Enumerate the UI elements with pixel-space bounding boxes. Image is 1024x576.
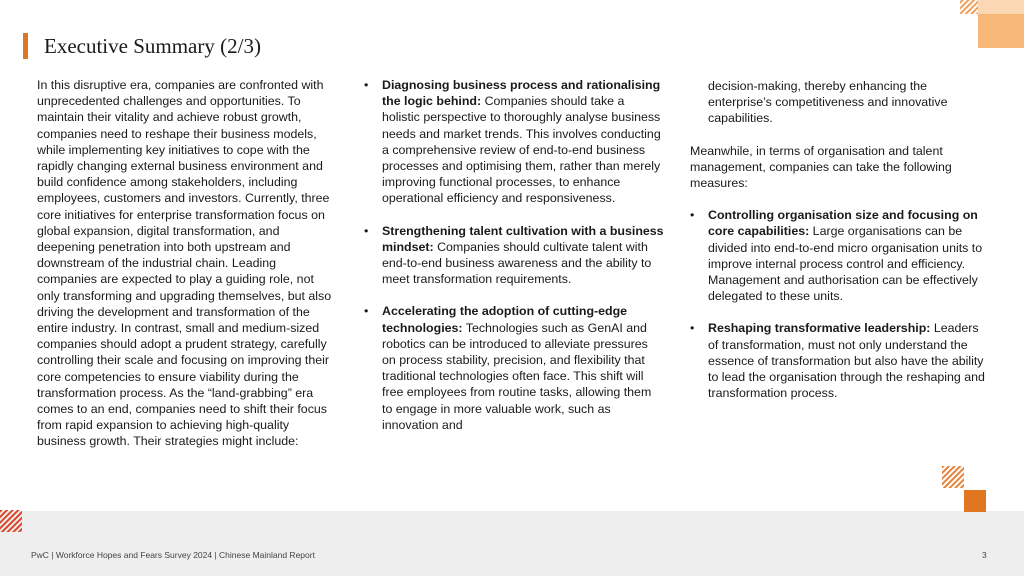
bullet-icon: • <box>690 321 695 336</box>
bullet-body: Companies should take a holistic perspective to thoroughly analyse business needs and market trends. This involves conducting a comprehensive review of end-to-end business processes and optimising them, rather than merely improving functional processes, to enhance operational efficiency and responsiveness. <box>382 94 661 206</box>
bullet-heading: Reshaping transformative leadership: <box>708 321 931 336</box>
intro-paragraph: In this disruptive era, companies are confronted with unprecedented challenges and opportunities. To maintain their vitality and achieve robust growth, companies need to reshape their business models, while implementing key initiatives to cope with the rapidly changing external business environment and build confidence among stakeholders, including employees, customers and investors. Currently, three core initiatives for enterprise transformation focus on global expansion, digital transformation, and deepening penetration into both upstream and downstream of the industrial chain. Leading companies are expected to play a guiding role, not only transforming and upgrading themselves, but also driving the development and transformation of the entire industry. In contrast, small and medium-sized companies should adopt a prudent strategy, carefully controlling their scale and focusing on improving their core competencies to ensure viability during the transformation process. As the “land-grabbing” era comes to an end, companies need to shift their focus from rapid expansion to achieving high-quality business growth. Their strategies might include: <box>37 78 332 449</box>
bottom-right-decoration <box>942 466 990 512</box>
bullet-heading: Accelerating the adoption of cutting-edge technologies: <box>382 304 628 335</box>
footer-text: PwC | Workforce Hopes and Fears Survey 2024 | Chinese Mainland Report <box>31 550 315 560</box>
page-title: Executive Summary (2/3) <box>44 34 261 58</box>
bullet-body: Large organisations can be divided into end-to-end micro organisation units to improve internal process control and efficiency. Management and authorisation can be effectively delegated to these units. <box>708 224 983 304</box>
bullet-heading: Strengthening talent cultivation with a business mindset: <box>382 223 664 254</box>
top-right-decoration <box>950 0 1024 48</box>
bullet-icon: • <box>364 223 369 238</box>
bullet-heading: Diagnosing business process and rationalising the logic behind: <box>382 78 661 109</box>
column-1 <box>37 77 339 450</box>
title-accent-bar <box>23 33 28 59</box>
bullet-item <box>364 223 664 288</box>
bottom-left-decoration <box>0 510 22 532</box>
page-number: 3 <box>982 550 987 560</box>
bullet-icon: • <box>690 208 695 223</box>
bullet-icon: • <box>364 304 369 319</box>
footer-band <box>0 511 1024 576</box>
bullet-heading: Controlling organisation size and focusing on core capabilities: <box>708 208 978 239</box>
column-3 <box>690 78 990 417</box>
continuation-text: decision-making, thereby enhancing the enterprise’s competitiveness and innovative capabilities. <box>708 79 948 126</box>
bullet-body: Technologies such as GenAI and robotics can be introduced to alleviate pressures on process stability, precision, and flexibility that traditional technologies often face. This shift will free employees from routine tasks, allowing them to engage in more valuable work, such as innovation and <box>382 320 652 432</box>
bullet-item <box>690 320 990 401</box>
column-2 <box>364 77 664 449</box>
measures-intro: Meanwhile, in terms of organisation and talent management, companies can take the following measures: <box>690 143 952 191</box>
bullet-item <box>364 77 664 207</box>
bullet-item <box>690 207 990 304</box>
bullet-body: Leaders of transformation, must not only understand the essence of transformation but also have the ability to lead the organisation through the reshaping and transformation process. <box>708 321 985 401</box>
bullet-icon: • <box>364 78 369 92</box>
bullet-body: Companies should cultivate talent with end-to-end business awareness and the ability to meet transformation requirements. <box>382 239 652 287</box>
bullet-item <box>364 303 664 433</box>
